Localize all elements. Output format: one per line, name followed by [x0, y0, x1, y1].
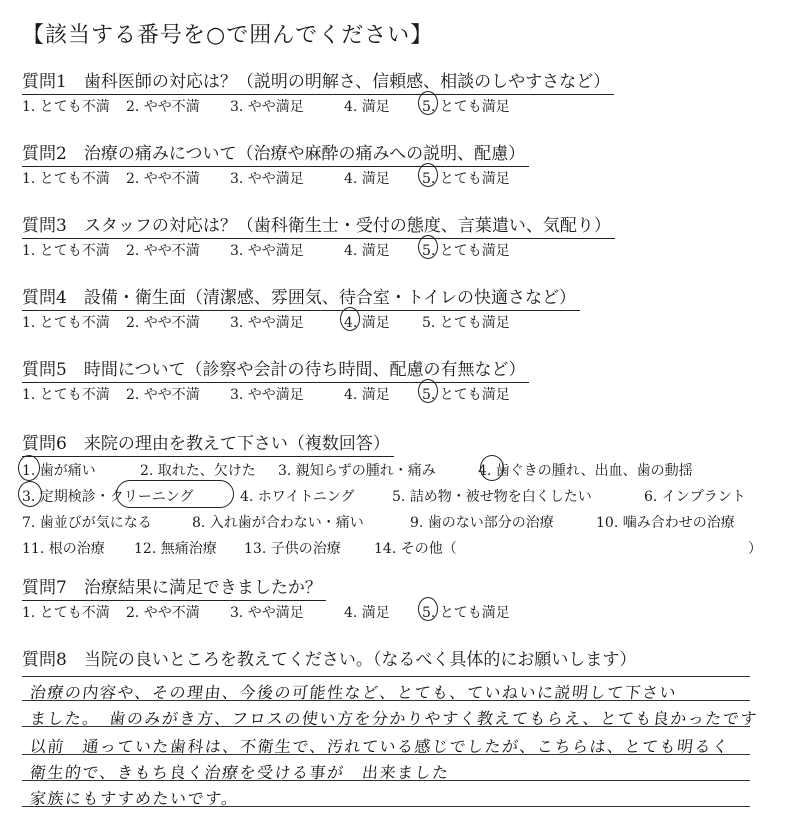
rating-option-4[interactable]: 4. 満足: [344, 243, 390, 259]
q6-option[interactable]: 6. インプラント: [644, 489, 746, 505]
question-4: [22, 286, 580, 331]
q6-option[interactable]: 11. 根の治療: [22, 541, 105, 557]
selected-circle-mark: [340, 307, 360, 331]
selected-circle-mark: [18, 455, 40, 481]
question-1-title: 質問1 歯科医師の対応は？（説明の明解さ、信頼感、相談のしやすさなど）: [22, 70, 614, 95]
question-6-title: 質問6 来院の理由を教えて下さい（複数回答）: [22, 432, 394, 457]
rating-option-4[interactable]: 4. 満足: [344, 99, 390, 115]
rating-option-5[interactable]: 5. とても満足: [422, 168, 510, 188]
rating-option-5[interactable]: 5. とても満足: [422, 602, 510, 622]
q6-option[interactable]: 4. ホワイトニング: [240, 489, 355, 505]
q6-option[interactable]: 4. 歯ぐきの腫れ、出血、歯の動揺: [478, 463, 693, 479]
form-header: 【該当する番号を○で囲んでください】: [22, 23, 434, 48]
q6-option[interactable]: 1. 歯が痛い: [22, 463, 96, 479]
rating-option-2[interactable]: 2. やや不満: [126, 99, 200, 115]
question-2: [22, 142, 529, 187]
rating-option-1[interactable]: 1. とても不満: [22, 605, 110, 621]
rating-option-5[interactable]: 5. とても満足: [422, 315, 510, 331]
q6-option[interactable]: 8. 入れ歯が合わない・痛い: [192, 515, 364, 531]
question-5: [22, 358, 529, 403]
handwritten-answer-line: 以前 通っていた歯科は、不衛生で、汚れている感じでしたが、こちらは、とても明るく: [28, 737, 731, 756]
q6-option[interactable]: 3. 親知らずの腫れ・痛み: [278, 463, 436, 479]
handwritten-answer-line: 衛生的で、きもち良く治療を受ける事が 出来ました: [28, 763, 451, 782]
handwritten-answer-line: 家族にもすすめたいです。: [28, 789, 240, 808]
selected-circle-mark: [418, 379, 438, 403]
question-8: [22, 648, 640, 672]
rating-option-4[interactable]: 4. 満足: [344, 171, 390, 187]
rating-option-4[interactable]: 4. 満足: [344, 605, 390, 621]
rating-option-2[interactable]: 2. やや不満: [126, 605, 200, 621]
selected-circle-mark: [418, 597, 438, 621]
selected-circle-mark: [116, 480, 234, 508]
question-3-title: 質問3 スタッフの対応は？（歯科衛生士・受付の態度、言葉遣い、気配り）: [22, 214, 615, 239]
question-6: [22, 432, 394, 457]
rating-option-4[interactable]: 4. 満足: [344, 312, 390, 332]
q6-option[interactable]: 14. その他（: [374, 541, 457, 557]
question-4-title: 質問4 設備・衛生面（清潔感、雰囲気、待合室・トイレの快適さなど）: [22, 286, 580, 311]
rating-option-5[interactable]: 5. とても満足: [422, 240, 510, 260]
rating-option-2[interactable]: 2. やや不満: [126, 243, 200, 259]
question-5-title: 質問5 時間について（診察や会計の待ち時間、配慮の有無など）: [22, 358, 529, 383]
q6-option[interactable]: 3. 定期検診・クリーニング: [22, 489, 194, 505]
rating-option-3[interactable]: 3. やや満足: [230, 99, 304, 115]
rating-option-1[interactable]: 1. とても不満: [22, 99, 110, 115]
rating-option-2[interactable]: 2. やや不満: [126, 387, 200, 403]
rating-option-1[interactable]: 1. とても不満: [22, 171, 110, 187]
q6-option[interactable]: 9. 歯のない部分の治療: [410, 515, 554, 531]
q6-option[interactable]: 7. 歯並びが気になる: [22, 515, 152, 531]
handwritten-answer-line: ました。 歯のみがき方、フロスの使い方を分かりやすく教えてもらえ、とても良かったです: [28, 709, 759, 728]
rating-option-4[interactable]: 4. 満足: [344, 387, 390, 403]
rating-option-1[interactable]: 1. とても不満: [22, 387, 110, 403]
q6-option[interactable]: ）: [748, 541, 762, 557]
q6-option[interactable]: 13. 子供の治療: [244, 541, 341, 557]
handwritten-answer-line: 治療の内容や、その理由、今後の可能性など、とても、ていねいに説明して下さい: [28, 683, 679, 702]
question-7: [22, 576, 510, 621]
q6-option[interactable]: 12. 無痛治療: [134, 541, 217, 557]
rating-option-3[interactable]: 3. やや満足: [230, 605, 304, 621]
rating-option-2[interactable]: 2. やや不満: [126, 315, 200, 331]
rating-option-5[interactable]: 5. とても満足: [422, 384, 510, 404]
rating-option-1[interactable]: 1. とても不満: [22, 243, 110, 259]
q6-option[interactable]: 2. 取れた、欠けた: [140, 463, 256, 479]
ruled-line: [22, 676, 750, 677]
question-7-title: 質問7 治療結果に満足できましたか？: [22, 576, 326, 601]
rating-option-3[interactable]: 3. やや満足: [230, 243, 304, 259]
rating-option-1[interactable]: 1. とても不満: [22, 315, 110, 331]
question-3: [22, 214, 615, 259]
rating-option-3[interactable]: 3. やや満足: [230, 171, 304, 187]
rating-option-2[interactable]: 2. やや不満: [126, 171, 200, 187]
question-2-title: 質問2 治療の痛みについて（治療や麻酔の痛みへの説明、配慮）: [22, 142, 529, 167]
question-8-title: 質問8 当院の良いところを教えてください。（なるべく具体的にお願いします）: [22, 650, 637, 670]
selected-circle-mark: [480, 455, 504, 481]
selected-circle-mark: [418, 163, 438, 187]
selected-circle-mark: [418, 91, 438, 115]
selected-circle-mark: [418, 235, 438, 259]
rating-option-3[interactable]: 3. やや満足: [230, 387, 304, 403]
q6-option[interactable]: 5. 詰め物・被せ物を白くしたい: [392, 489, 592, 505]
selected-circle-mark: [18, 481, 42, 507]
rating-option-5[interactable]: 5. とても満足: [422, 96, 510, 116]
question-1: [22, 70, 614, 115]
q6-option[interactable]: 10. 噛み合わせの治療: [596, 515, 735, 531]
rating-option-3[interactable]: 3. やや満足: [230, 315, 304, 331]
